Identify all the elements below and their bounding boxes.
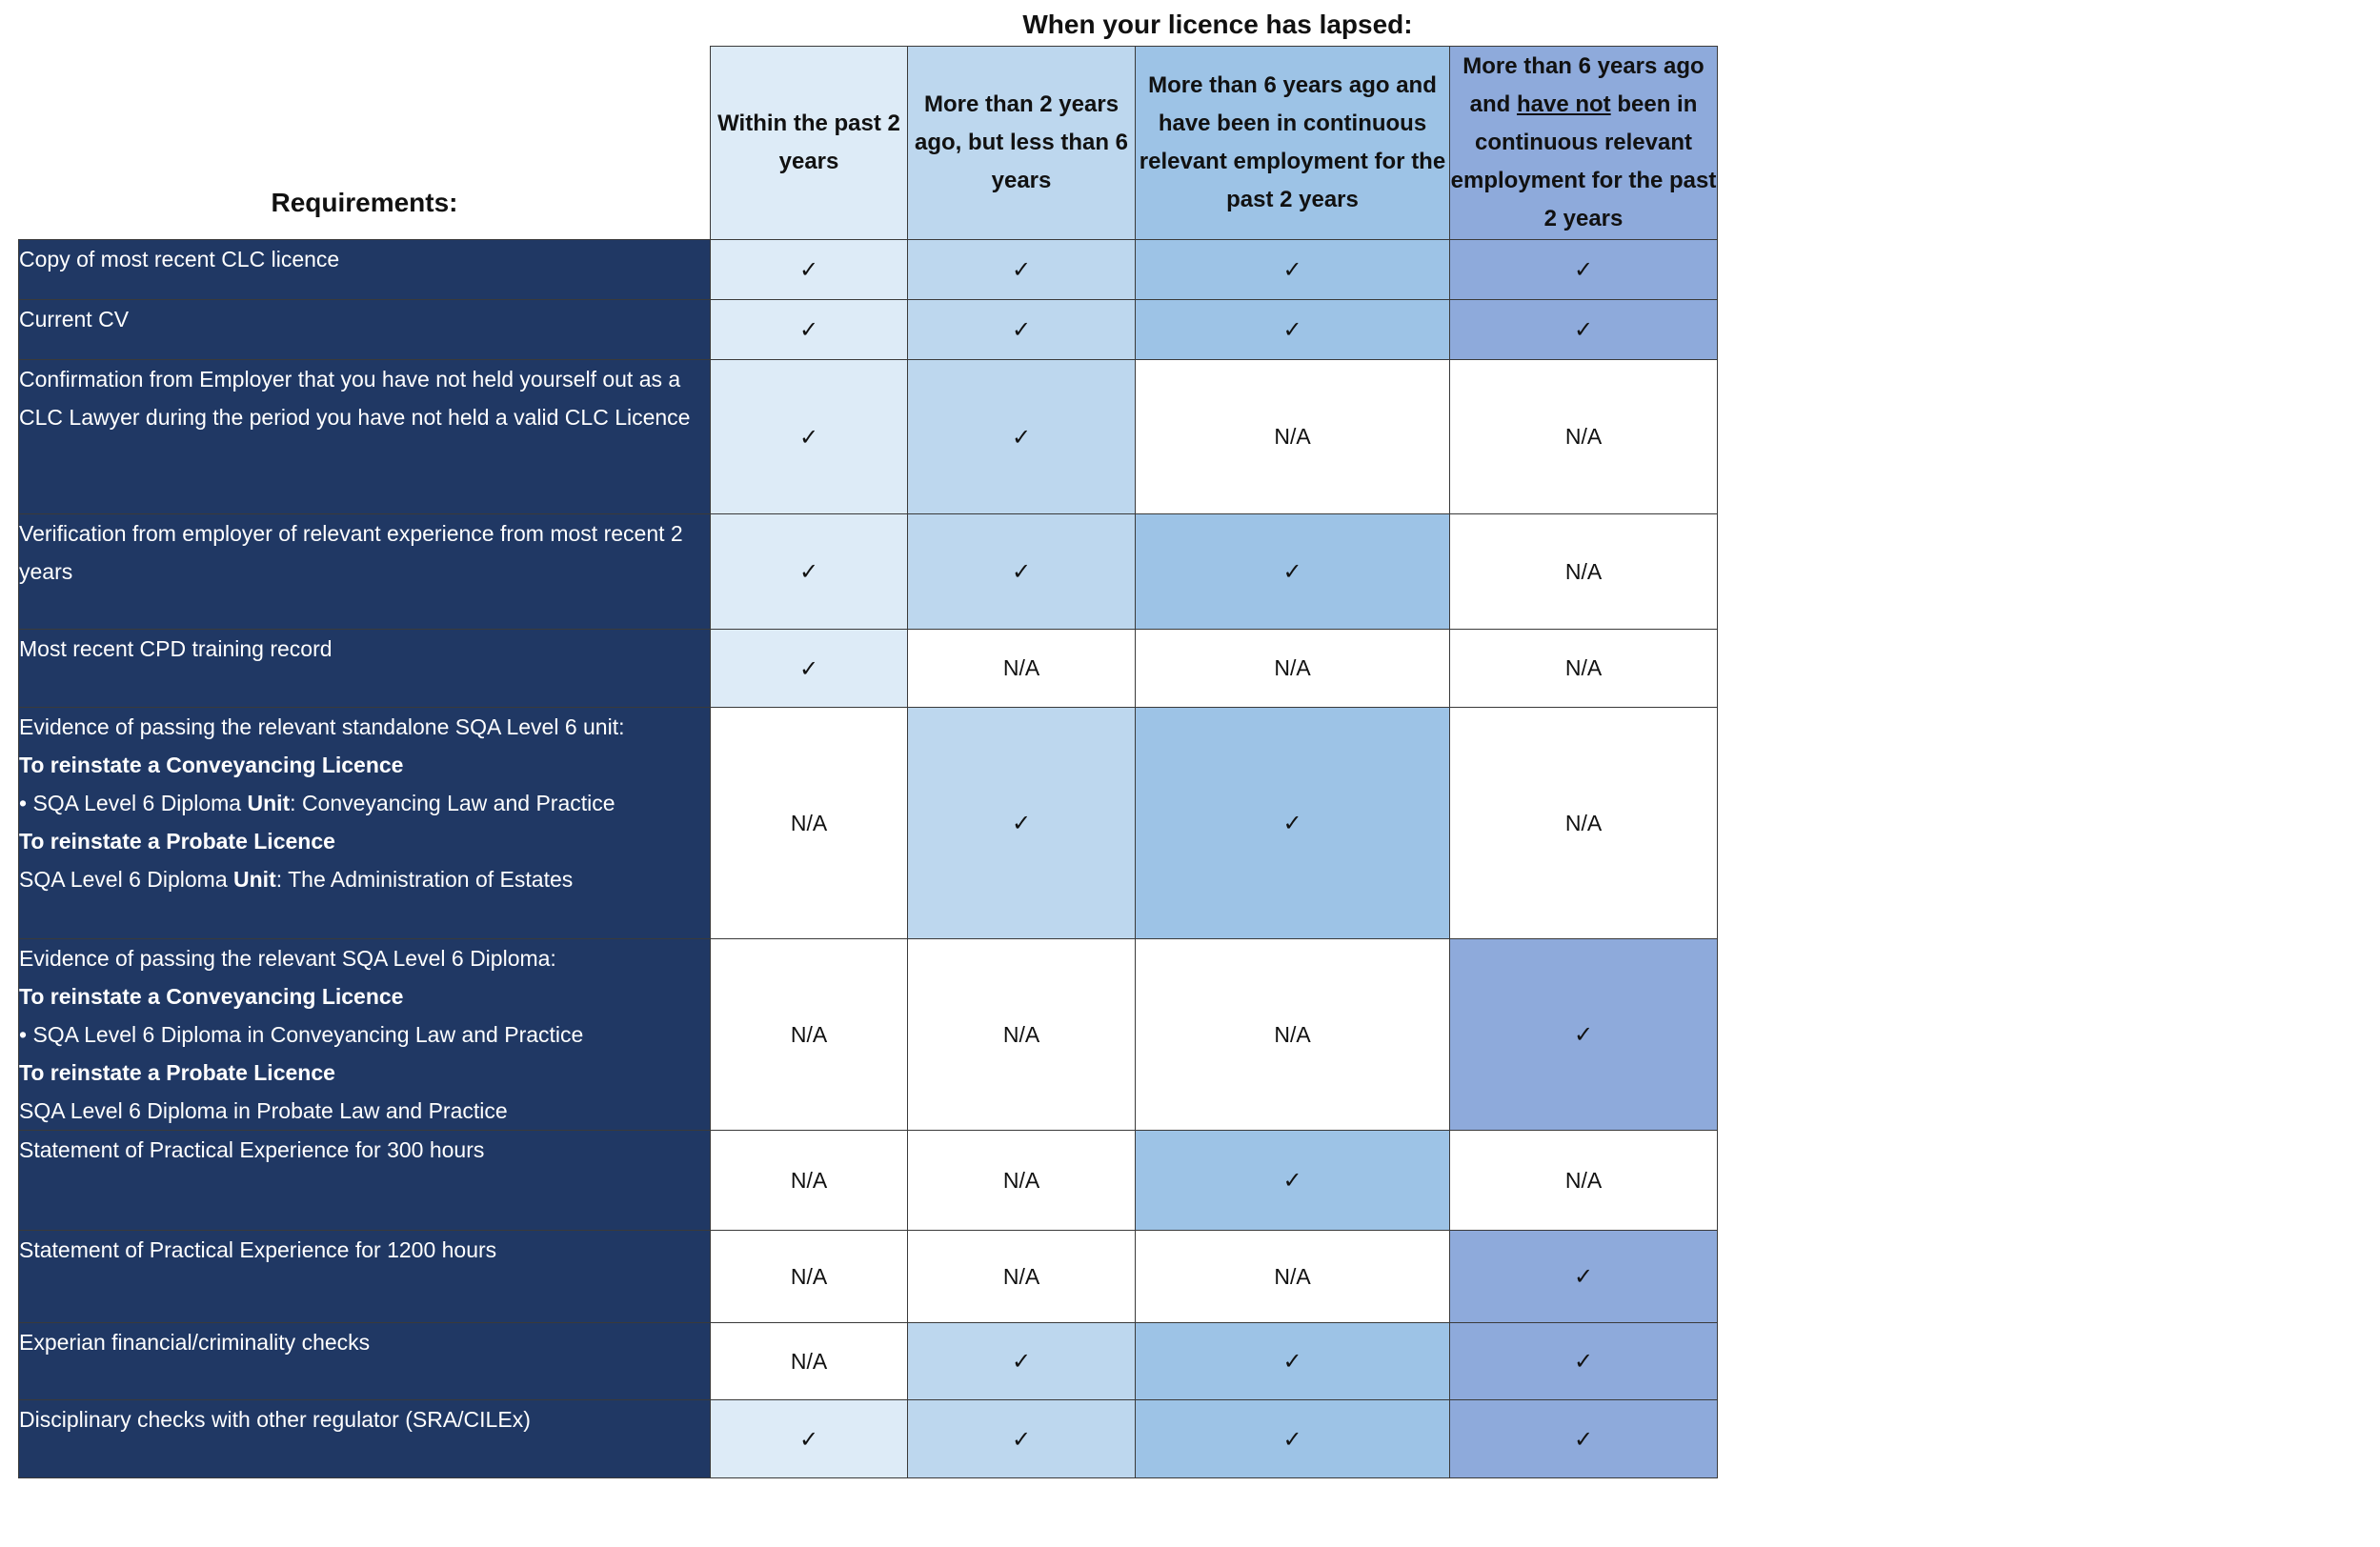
requirement-label: Statement of Practical Experience for 1200 hours — [19, 1231, 711, 1323]
status-cell: N/A — [908, 1131, 1136, 1231]
requirement-label: Current CV — [19, 300, 711, 360]
status-cell: N/A — [1136, 939, 1450, 1131]
status-cell — [1136, 300, 1450, 360]
status-cell — [908, 240, 1136, 300]
table-row — [19, 360, 1718, 514]
status-cell — [1136, 1400, 1450, 1478]
status-cell — [908, 1323, 1136, 1400]
check-mark-icon: ✓ — [1573, 1021, 1594, 1048]
table-row — [19, 514, 1718, 630]
check-mark-icon: ✓ — [1011, 316, 1032, 343]
status-cell: N/A — [1136, 630, 1450, 708]
header-row — [19, 47, 1718, 240]
requirement-label: Copy of most recent CLC licence — [19, 240, 711, 300]
status-cell — [1450, 1323, 1718, 1400]
table-row — [19, 939, 1718, 1131]
status-cell — [908, 708, 1136, 939]
check-mark-icon: ✓ — [798, 558, 819, 585]
status-cell — [711, 360, 908, 514]
check-mark-icon: ✓ — [798, 256, 819, 283]
requirement-subheading: To reinstate a Conveyancing Licence — [19, 984, 404, 1009]
requirement-subheading: To reinstate a Conveyancing Licence — [19, 753, 404, 777]
check-mark-icon: ✓ — [1282, 1167, 1302, 1194]
check-mark-icon: ✓ — [1573, 1425, 1594, 1453]
check-mark-icon: ✓ — [1282, 1425, 1302, 1453]
column-header-within-2-years: Within the past 2 years — [711, 47, 908, 240]
licence-requirements-table — [18, 46, 1718, 1478]
status-cell: N/A — [1136, 1231, 1450, 1323]
requirement-line: SQA Level 6 Diploma in Probate Law and Practice — [19, 1098, 508, 1123]
table-row — [19, 1400, 1718, 1478]
table-row — [19, 300, 1718, 360]
column-header-underlined: have not — [1516, 91, 1611, 117]
requirement-subheading: To reinstate a Probate Licence — [19, 1060, 335, 1085]
status-cell — [711, 514, 908, 630]
status-cell: N/A — [908, 1231, 1136, 1323]
table-title: When your licence has lapsed: — [1022, 10, 1413, 39]
check-mark-icon: ✓ — [798, 654, 819, 682]
check-mark-icon: ✓ — [1011, 1425, 1032, 1453]
status-cell — [711, 1400, 908, 1478]
requirements-heading: Requirements: — [271, 188, 458, 217]
status-cell — [908, 360, 1136, 514]
status-cell: N/A — [711, 1323, 908, 1400]
status-cell: N/A — [1450, 630, 1718, 708]
column-header-part: been in continuous relevant employment for the past 2 years — [1450, 91, 1717, 231]
check-mark-icon: ✓ — [1011, 423, 1032, 451]
table-row — [19, 1231, 1718, 1323]
requirement-line: • SQA Level 6 Diploma Unit: Conveyancing Law and Practice — [19, 791, 615, 815]
check-mark-icon: ✓ — [798, 316, 819, 343]
status-cell — [908, 514, 1136, 630]
table-row — [19, 240, 1718, 300]
requirement-label: Experian financial/criminality checks — [19, 1323, 711, 1400]
requirement-line: Evidence of passing the relevant standalone SQA Level 6 unit: — [19, 714, 625, 739]
requirement-label: Confirmation from Employer that you have not held yourself out as a CLC Lawyer during the period you have not held a valid CLC Licence — [19, 360, 711, 514]
status-cell: N/A — [1450, 708, 1718, 939]
status-cell — [1136, 1323, 1450, 1400]
column-header-part: More than 6 years ago and — [1462, 53, 1704, 117]
status-cell — [908, 300, 1136, 360]
status-cell: N/A — [1450, 514, 1718, 630]
check-mark-icon: ✓ — [798, 423, 819, 451]
requirement-subheading: To reinstate a Probate Licence — [19, 829, 335, 854]
status-cell: N/A — [711, 939, 908, 1131]
status-cell — [1136, 514, 1450, 630]
status-cell: N/A — [711, 1131, 908, 1231]
status-cell: N/A — [1450, 360, 1718, 514]
requirement-line: SQA Level 6 Diploma Unit: The Administration of Estates — [19, 867, 574, 892]
status-cell: N/A — [908, 630, 1136, 708]
status-cell — [1450, 939, 1718, 1131]
status-cell — [711, 630, 908, 708]
check-mark-icon: ✓ — [1282, 810, 1302, 836]
column-header-over-6-years-employed: More than 6 years ago and have been in continuous relevant employment for the past 2 years — [1136, 47, 1450, 240]
column-header-2-to-6-years: More than 2 years ago, but less than 6 years — [908, 47, 1136, 240]
status-cell — [711, 300, 908, 360]
table-row — [19, 630, 1718, 708]
table-row — [19, 1131, 1718, 1231]
status-cell: N/A — [1136, 360, 1450, 514]
status-cell: N/A — [711, 708, 908, 939]
requirement-label — [19, 708, 711, 939]
check-mark-icon: ✓ — [1282, 1348, 1302, 1375]
header-spacer — [19, 47, 711, 240]
requirement-label: Verification from employer of relevant experience from most recent 2 years — [19, 514, 711, 630]
check-mark-icon: ✓ — [1282, 558, 1302, 585]
column-header-over-6-years-not-employed — [1450, 47, 1718, 240]
check-mark-icon: ✓ — [1011, 558, 1032, 585]
requirement-line: Evidence of passing the relevant SQA Level 6 Diploma: — [19, 946, 556, 971]
requirement-label: Disciplinary checks with other regulator (SRA/CILEx) — [19, 1400, 711, 1478]
check-mark-icon: ✓ — [1011, 810, 1032, 836]
check-mark-icon: ✓ — [1282, 256, 1302, 283]
check-mark-icon: ✓ — [1011, 1348, 1032, 1375]
status-cell — [711, 240, 908, 300]
status-cell — [1450, 1400, 1718, 1478]
check-mark-icon: ✓ — [1011, 256, 1032, 283]
table-row — [19, 708, 1718, 939]
requirement-label: Most recent CPD training record — [19, 630, 711, 708]
status-cell — [1136, 1131, 1450, 1231]
status-cell — [1450, 300, 1718, 360]
table-row — [19, 1323, 1718, 1400]
status-cell — [1450, 240, 1718, 300]
status-cell — [1136, 240, 1450, 300]
check-mark-icon: ✓ — [1573, 256, 1594, 283]
check-mark-icon: ✓ — [798, 1425, 819, 1453]
check-mark-icon: ✓ — [1573, 1263, 1594, 1290]
check-mark-icon: ✓ — [1573, 316, 1594, 343]
requirement-line: • SQA Level 6 Diploma in Conveyancing Law and Practice — [19, 1022, 584, 1047]
status-cell: N/A — [711, 1231, 908, 1323]
status-cell: N/A — [908, 939, 1136, 1131]
requirement-label — [19, 939, 711, 1131]
check-mark-icon: ✓ — [1573, 1348, 1594, 1375]
requirement-label: Statement of Practical Experience for 300 hours — [19, 1131, 711, 1231]
status-cell — [908, 1400, 1136, 1478]
check-mark-icon: ✓ — [1282, 316, 1302, 343]
status-cell — [1136, 708, 1450, 939]
status-cell: N/A — [1450, 1131, 1718, 1231]
status-cell — [1450, 1231, 1718, 1323]
